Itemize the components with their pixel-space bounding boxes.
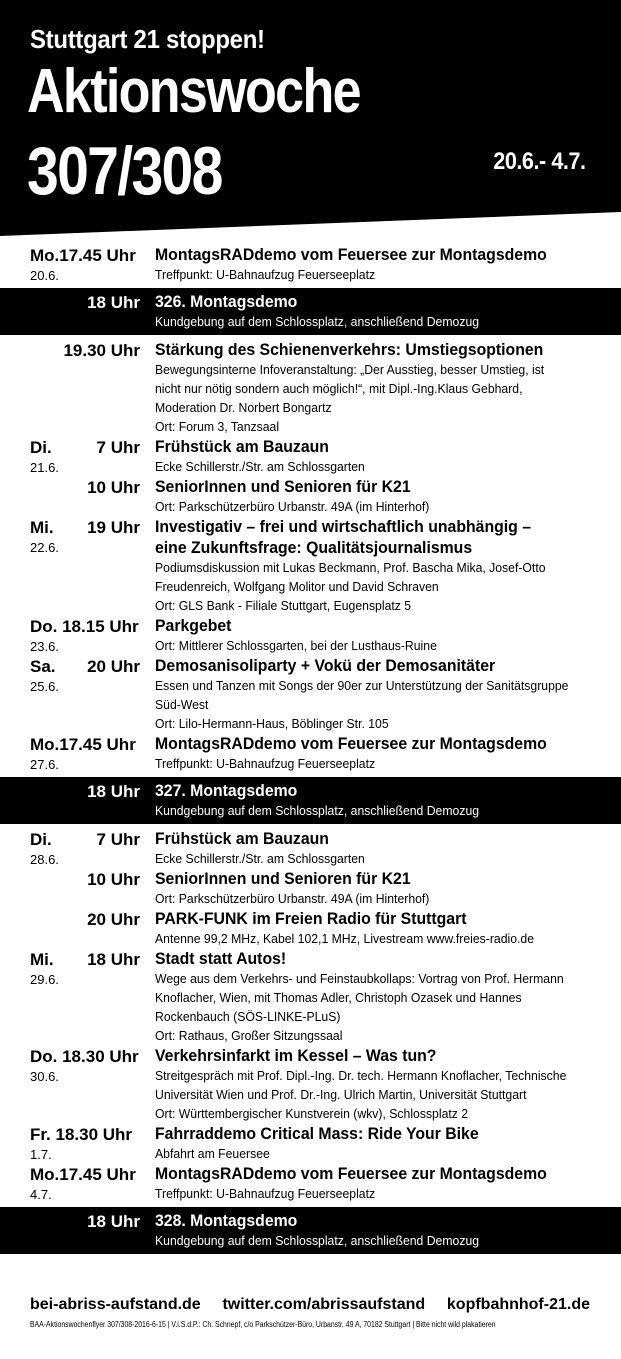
event-day: Mi. [30,518,54,537]
event-title: 326. Montagsdemo [155,292,298,311]
event-title: Fahrraddemo Critical Mass: Ride Your Bike [155,1124,479,1143]
event-detail-line: Kundgebung auf dem Schlossplatz, anschließend Demozug [155,803,480,818]
event-description [155,615,605,655]
header-banner [0,0,621,236]
event-detail-line: Ort: Parkschützerbüro Urbanstr. 49A (im Hinterhof) [155,891,430,906]
event-detail-line: Ort: Lilo-Hermann-Haus, Böblinger Str. 105 [155,716,389,731]
event-date: 22.6. [30,540,59,555]
event-row [0,244,621,284]
event-details [155,312,605,331]
event-details [155,457,605,476]
footer-link-kopfbahnhof[interactable]: kopfbahnhof-21.de [446,1296,590,1313]
header-title: Aktionswoche [27,57,360,126]
event-day: Di. [30,830,52,849]
event-details [155,1066,605,1123]
event-title: Verkehrsinfarkt im Kessel – Was tun? [155,1046,437,1065]
event-row [0,615,621,655]
event-details [155,497,605,516]
event-row [0,948,621,1045]
event-details [155,801,605,820]
event-details [155,849,605,868]
event-title: MontagsRADdemo vom Feuersee zur Montagsdemo [155,245,547,264]
event-detail-line: Kundgebung auf dem Schlossplatz, anschließend Demozug [155,314,480,329]
event-detail-line: Ort: GLS Bank - Filiale Stuttgart, Eugensplatz 5 [155,598,412,613]
event-description [155,868,605,908]
event-detail-line: Ecke Schillerstr./Str. am Schlossgarten [155,851,365,866]
event-row [0,436,621,476]
event-time: 18 Uhr [87,1212,140,1231]
event-detail-line: Ort: Rathaus, Großer Sitzungssaal [155,1028,343,1043]
footer-link-twitter[interactable]: twitter.com/abrissaufstand [222,1296,426,1313]
event-description [155,1210,605,1250]
header-number: 307/308 [27,133,222,209]
event-title-line2: eine Zukunftsfrage: Qualitätsjournalismus [155,538,473,557]
event-time: 19 Uhr [87,518,140,537]
event-details [155,929,605,948]
event-details [155,558,605,615]
event-title: MontagsRADdemo vom Feuersee zur Montagsdemo [155,1164,547,1183]
header-dates: 20.6.- 4.7. [493,148,586,175]
event-date: 1.7. [30,1147,52,1162]
event-schedule [0,244,621,1258]
event-date: 21.6. [30,460,59,475]
event-time: 18 Uhr [87,950,140,969]
event-detail-line: nicht nur nötig sondern auch möglich!“, mit Dipl.-Ing.Klaus Gebhard, [155,381,523,396]
event-detail-line: Streitgespräch mit Prof. Dipl.-Ing. Dr. tech. Hermann Knoflacher, Technische [155,1068,567,1083]
event-row [0,476,621,516]
event-title: PARK-FUNK im Freien Radio für Stuttgart [155,909,467,928]
event-detail-line: Bewegungsinterne Infoveranstaltung: „Der Ausstieg, besser Umstieg, ist [155,362,545,377]
event-description [155,436,605,476]
event-day: Mo.17.45 Uhr [30,1165,136,1184]
event-detail-line: Treffpunkt: U-Bahnaufzug Feuerseeplatz [155,756,376,771]
event-description [155,1045,605,1123]
event-time: 18 Uhr [87,782,140,801]
event-title: Parkgebet [155,616,232,635]
event-time: 10 Uhr [87,870,140,889]
event-description [155,948,605,1045]
event-details [155,754,605,773]
event-row [0,1163,621,1203]
event-detail-line: Rockenbauch (SÖS-LINKE-PLuS) [155,1009,341,1024]
event-title: Stadt statt Autos! [155,949,287,968]
event-title: Frühstück am Bauzaun [155,437,329,456]
event-time: 7 Uhr [96,830,140,849]
event-row [0,908,621,948]
event-row [0,733,621,773]
event-detail-line: Essen und Tanzen mit Songs der 90er zur Unterstützung der Sanitätsgruppe [155,678,569,693]
event-time: 10 Uhr [87,478,140,497]
event-detail-line: Ecke Schillerstr./Str. am Schlossgarten [155,459,365,474]
event-title: Demosanisoliparty + Vokü der Demosanitäter [155,656,496,675]
event-time: 19.30 Uhr [63,341,140,360]
event-description [155,339,605,436]
event-details [155,636,605,655]
event-title: Investigativ – frei und wirtschaftlich unabhängig – [155,517,531,536]
event-detail-line: Ort: Mittlerer Schlossgarten, bei der Lusthaus-Ruine [155,638,437,653]
event-detail-line: Freudenreich, Wolfgang Molitor und David Schraven [155,579,439,594]
event-description [155,655,605,733]
event-row [0,1123,621,1163]
event-description [155,291,605,331]
event-date: 27.6. [30,757,59,772]
event-detail-line: Treffpunkt: U-Bahnaufzug Feuerseeplatz [155,1186,376,1201]
header-subtitle: Stuttgart 21 stoppen! [30,24,265,54]
event-title: SeniorInnen und Senioren für K21 [155,477,411,496]
event-description [155,1163,605,1203]
event-row [0,655,621,733]
event-date: 29.6. [30,972,59,987]
event-detail-line: Universität Wien und Prof. Dr.-Ing. Ulrich Martin, Universität Stuttgart [155,1087,527,1102]
event-day: Sa. [30,657,56,676]
event-row [0,868,621,908]
footer-link-website[interactable]: bei-abriss-aufstand.de [30,1296,201,1313]
event-day: Di. [30,438,52,457]
event-date: 25.6. [30,679,59,694]
event-day: Mi. [30,950,54,969]
event-date: 23.6. [30,639,59,654]
event-row [0,339,621,436]
event-details [155,889,605,908]
event-time: 20 Uhr [87,657,140,676]
event-description [155,780,605,820]
event-title: 328. Montagsdemo [155,1211,298,1230]
event-detail-line: Knoflacher, Wien, mit Thomas Adler, Christoph Ozasek und Hannes [155,990,522,1005]
event-detail-line: Ort: Forum 3, Tanzsaal [155,419,280,434]
event-details [155,1184,605,1203]
event-details [155,969,605,1045]
event-title: 327. Montagsdemo [155,781,298,800]
event-row-highlight [0,288,621,335]
event-details [155,265,605,284]
event-time: 18 Uhr [87,293,140,312]
event-title: SeniorInnen und Senioren für K21 [155,869,411,888]
event-row-highlight [0,1207,621,1254]
event-title: MontagsRADdemo vom Feuersee zur Montagsdemo [155,734,547,753]
event-details [155,1144,605,1163]
footer-imprint: BAA-Aktionswochenflyer 307/308-2016-6-15 | V.i.S.d.P.: Ch. Schnepf, c/o Parkschützer-Büro, Urbanstr. 49 A, 70182 Stuttgart | Bitte nicht wild plakatieren [30,1320,496,1329]
event-date: 28.6. [30,852,59,867]
event-details [155,360,605,436]
event-time: 20 Uhr [87,910,140,929]
event-title: Stärkung des Schienenverkehrs: Umstiegsoptionen [155,340,544,359]
event-row [0,1045,621,1123]
event-day: Do. 18.30 Uhr [30,1047,139,1066]
event-detail-line: Abfahrt am Feuersee [155,1146,270,1161]
footer-links [30,1296,590,1314]
event-description [155,516,605,615]
event-title: Frühstück am Bauzaun [155,829,329,848]
event-day: Do. 18.15 Uhr [30,617,139,636]
event-detail-line: Süd-West [155,697,209,712]
event-description [155,828,605,868]
event-day: Mo.17.45 Uhr [30,735,136,754]
event-detail-line: Treffpunkt: U-Bahnaufzug Feuerseeplatz [155,267,376,282]
event-description [155,244,605,284]
event-day: Fr. 18.30 Uhr [30,1125,133,1144]
event-description [155,1123,605,1163]
event-detail-line: Wege aus dem Verkehrs- und Feinstaubkollaps: Vortrag von Prof. Hermann [155,971,564,986]
event-detail-line: Ort: Parkschützerbüro Urbanstr. 49A (im Hinterhof) [155,499,430,514]
event-row [0,828,621,868]
event-row [0,516,621,615]
event-detail-line: Podiumsdiskussion mit Lukas Beckmann, Prof. Bascha Mika, Josef-Otto [155,560,546,575]
event-day: Mo.17.45 Uhr [30,246,136,265]
event-detail-line: Ort: Württembergischer Kunstverein (wkv), Schlossplatz 2 [155,1106,469,1121]
event-description [155,908,605,948]
event-detail-line: Antenne 99,2 MHz, Kabel 102,1 MHz, Livestream www.freies-radio.de [155,931,535,946]
event-time: 7 Uhr [96,438,140,457]
event-description [155,476,605,516]
event-details [155,676,605,733]
event-date: 4.7. [30,1187,52,1202]
event-description [155,733,605,773]
event-date: 20.6. [30,268,59,283]
event-detail-line: Kundgebung auf dem Schlossplatz, anschließend Demozug [155,1233,480,1248]
event-row-highlight [0,777,621,824]
event-date: 30.6. [30,1069,59,1084]
event-detail-line: Moderation Dr. Norbert Bongartz [155,400,332,415]
event-details [155,1231,605,1250]
